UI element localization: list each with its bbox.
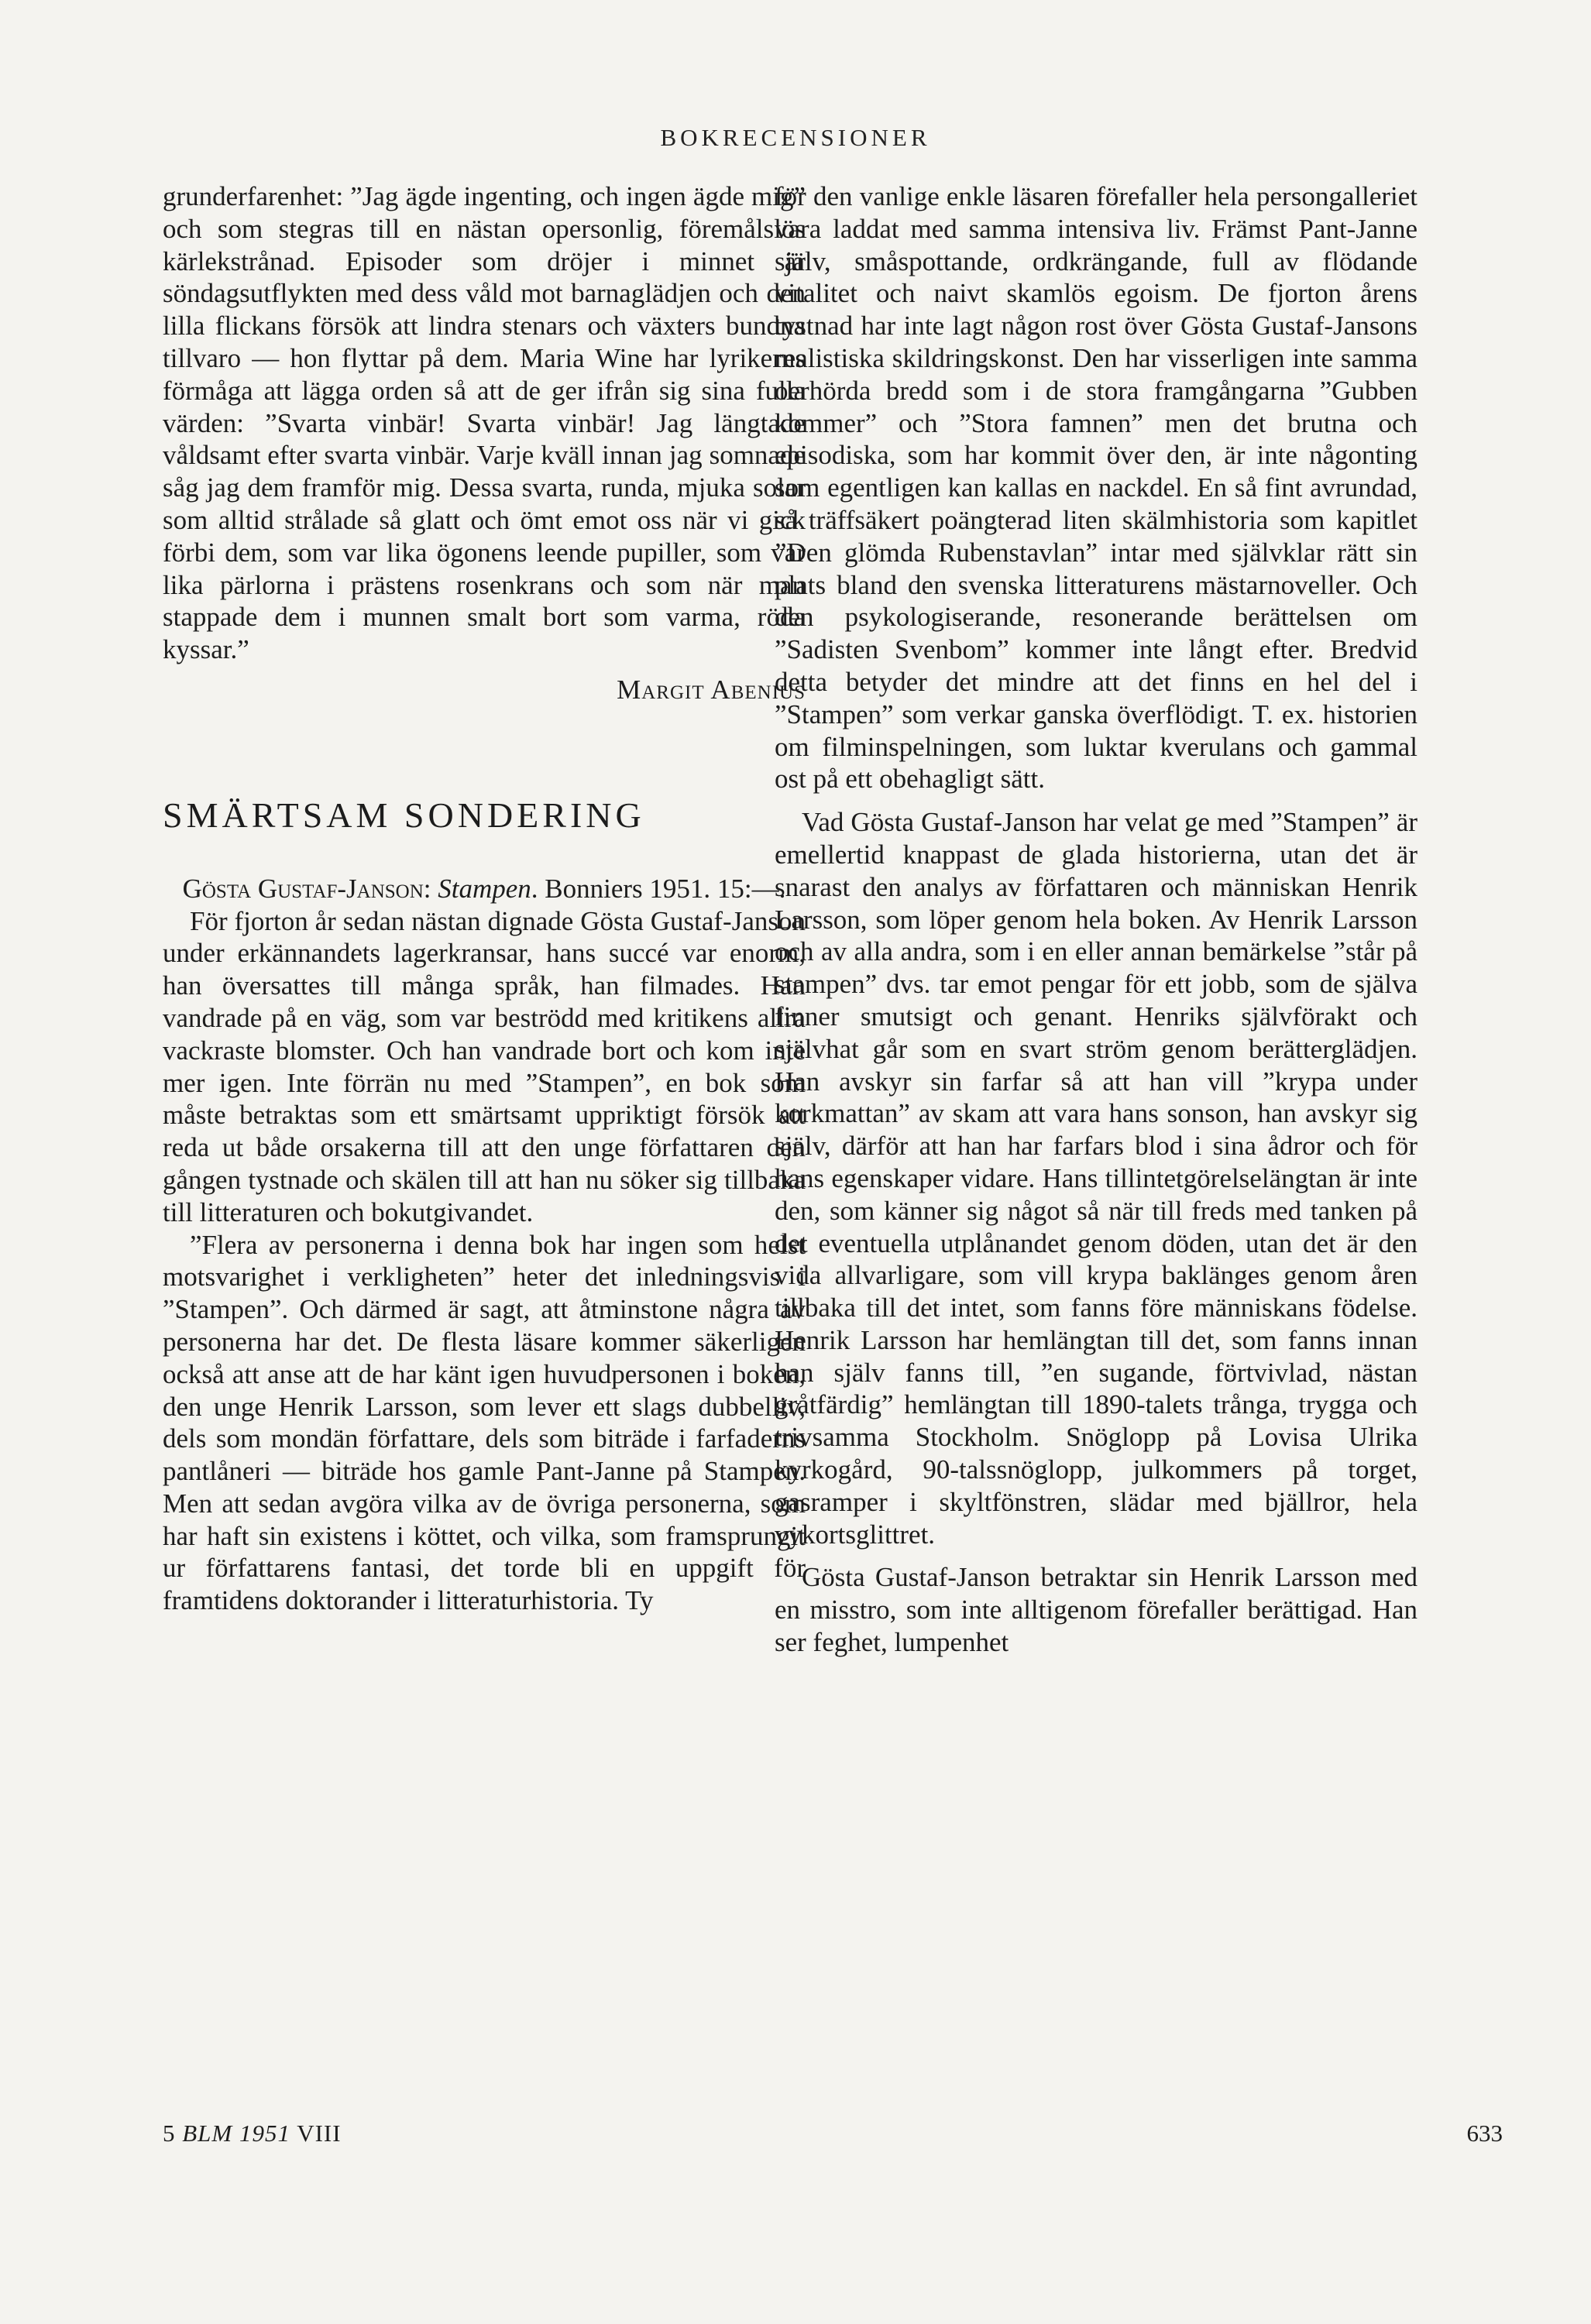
book-reference	[163, 873, 806, 905]
review-paragraph-4: Vad Gösta Gustaf-Janson har velat ge med ”Stampen” är emellertid knappast de glada historierna, utan det är snarast den analys av författaren och människan Henrik Larsson, som löper genom hela boken. Av Henrik Larsson och av alla andra, som i en eller annan bemärkelse ”står på stampen” dvs. tar emot pengar för ett jobb, som de själva finner smutsigt och genant. Henriks självförakt och självhat går som en svart ström genom berätterglädjen. Han avskyr sin farfar så att han vill ”krypa under korkmattan” av skam att vara hans sonson, han avskyr sig själv, därför att han har farfars blod i sina ådror och för hans egenskaper vidare. Hans tillintetgörelselängtan är inte den, som känner sig något så när till freds med tanken på det eventuella utplånandet genom döden, utan det är den vida allvarligare, som vill krypa baklänges genom åren tillbaka till det intet, som fanns före människans födelse. Henrik Larsson har hemlängtan till det, som fanns innan han själv fanns till, ”en sugande, förtvivlad, nästan gråtfärdig” hemlängtan till 1890-talets trånga, trygga och trivsamma Stockholm. Snöglopp på Lovisa Ulrika kyrkogård, 90-talssnöglopp, julkommers på torget, gasramper i skyltfönstren, slädar med bjällror, hela vykortsglittret.	[775, 807, 1417, 1550]
footer-journal-info	[163, 2120, 342, 2147]
book-separator: :	[423, 873, 438, 904]
review-paragraph-2: ”Flera av personerna i denna bok har ingen som helst motsvarighet i verkligheten” heter det inledningsvis i ”Stampen”. Och därmed är sagt, att åtminstone några av personerna har det. De flesta läsare kommer säkerligen också att anse att de har känt igen huvudpersonen i boken, den unge Henrik Larsson, som lever ett slags dubbelliv, dels som mondän författare, dels som biträde i farfaderns pantlåneri — biträde hos gamle Pant-Janne på Stampen. Men att sedan avgöra vilka av de övriga personerna, som har haft sin existens i köttet, och vilka, som framsprungit ur författarens fantasi, det torde bli en uppgift för framtidens doktorander i litteraturhistoria. Ty	[163, 1229, 806, 1616]
book-title: Stampen	[438, 873, 531, 904]
left-column	[163, 180, 806, 1617]
journal-name: BLM 1951	[182, 2120, 290, 2147]
review-signature: Margit Abenius	[617, 674, 806, 705]
issue-number: VIII	[297, 2120, 342, 2147]
book-author: Gösta Gustaf-Janson	[182, 873, 424, 904]
review-paragraph-1: För fjorton år sedan nästan dignade Gösta Gustaf-Janson under erkännandets lagerkransar, hans succé var enorm, han översattes till många språk, han filmades. Han vandrade på en väg, som var beströdd med kritikens allra vackraste blomster. Och han vandrade bort och kom inte mer igen. Inte förrän nu med ”Stampen”, en bok som måste betraktas som ett smärtsamt uppriktigt försök att reda ut både orsakerna till att den unge författaren den gången tystnade och skälen till att han nu söker sig tillbaka till litteraturen och bokutgivandet.	[163, 905, 806, 1227]
page-number: 633	[1466, 2120, 1503, 2147]
review-paragraph-5: Gösta Gustaf-Janson betraktar sin Henrik Larsson med en misstro, som inte alltigenom förefaller berättigad. Han ser feghet, lumpenhet	[775, 1562, 1417, 1658]
book-details: . Bonniers 1951. 15:—.	[531, 873, 786, 904]
right-column	[775, 180, 1417, 1659]
section-title: SMÄRTSAM SONDERING	[163, 795, 645, 835]
review-tail-paragraph: grunderfarenhet: ”Jag ägde ingenting, och ingen ägde mig” och som stegras till en nästan opersonlig, föremålslös kärlekstrånad. Episoder som dröjer i minnet är söndagsutflykten med dess våld mot barnaglädjen och den lilla flickans försök att lindra stenars och växters bundna tillvaro — hon flyttar på dem. Maria Wine har lyrikerns förmåga att lägga orden så att de ger ifrån sig sina fulla värden: ”Svarta vinbär! Svarta vinbär! Jag längtade våldsamt efter svarta vinbär. Varje kväll innan jag somnade såg jag dem framför mig. Dessa svarta, runda, mjuka solar som alltid strålade så glatt och ömt emot oss när vi gick förbi dem, som var lika ögonens leende pupiller, som var lika pärlorna i prästens rosenkrans och som när man stappade dem i munnen smalt bort som varma, röda kyssar.”	[163, 181, 806, 665]
running-head: BOKRECENSIONER	[660, 124, 931, 151]
review-paragraph-3: för den vanlige enkle läsaren förefaller hela persongalleriet vara laddat med samma intensiva liv. Främst Pant-Janne själv, småspottande, ordkrängande, full av flödande vitalitet och naivt skamlös egoism. De fjorton årens tystnad har inte lagt någon rost över Gösta Gustaf-Jansons realistiska skildringskonst. Den har visserligen inte samma oerhörda bredd som i de stora framgångarna ”Gubben kommer” och ”Stora famnen” men det brutna och episodiska, som har kommit över den, är inte någonting som egentligen kan kallas en nackdel. En så fint avrundad, så träffsäkert poängterad liten skälmhistoria som kapitlet ”Den glömda Rubenstavlan” intar med självklar rätt sin plats bland den svenska litteraturens mästarnoveller. Och den psykologiserande, resonerande berättelsen om ”Sadisten Svenbom” kommer inte långt efter. Bredvid detta betyder det mindre att det finns en hel del i ”Stampen” som verkar ganska överflödigt. T. ex. historien om filminspelningen, som luktar kverulans och gammal ost på ett obehagligt sätt.	[775, 181, 1417, 795]
signature-mark: 5	[163, 2120, 176, 2147]
